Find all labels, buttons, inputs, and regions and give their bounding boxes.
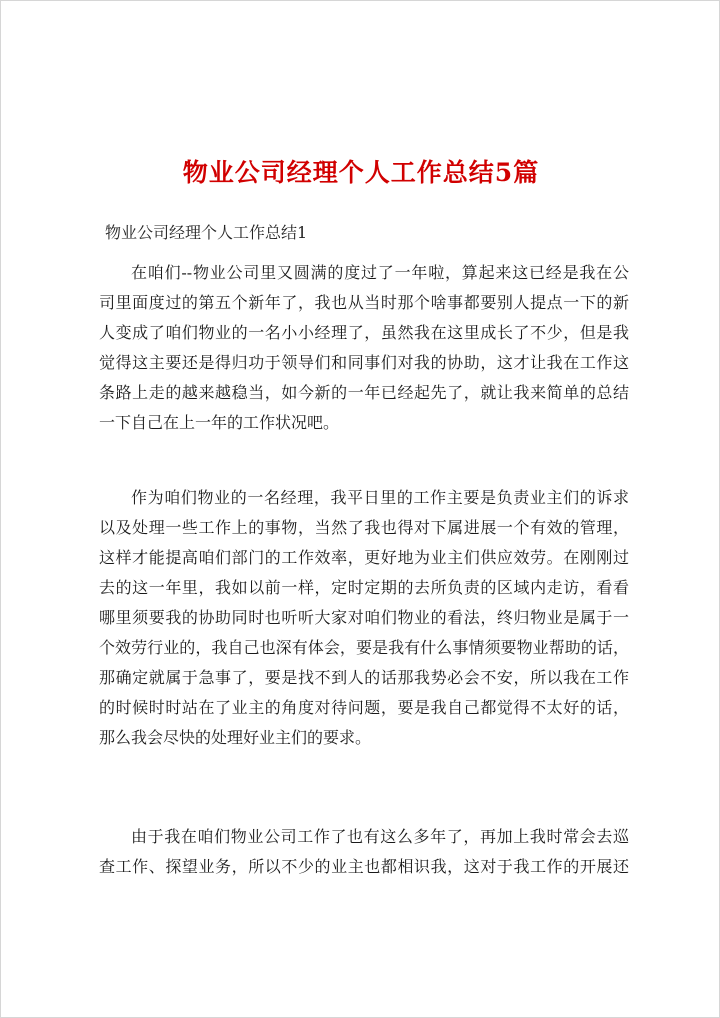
paragraph-line: 查工作、探望业务，所以不少的业主也都相识我，这对于我工作的开展还 [99, 857, 629, 876]
paragraph-line: 哪里须要我的协助同时也听听大家对咱们物业的看法，终归物业是属于一 [99, 608, 629, 627]
paragraph-1 [99, 258, 629, 438]
paragraph-line: 作为咱们物业的一名经理，我平日里的工作主要是负责业主们的诉求 [131, 488, 629, 507]
paragraph-line: 个效劳行业的，我自己也深有体会，要是我有什么事情须要物业帮助的话， [99, 638, 629, 657]
paragraph-line: 条路上走的越来越稳当，如今新的一年已经起先了，就让我来简单的总结 [99, 383, 629, 402]
paragraph-line: 人变成了咱们物业的一名小小经理了，虽然我在这里成长了不少，但是我 [99, 323, 629, 342]
paragraph-line: 去的这一年里，我如以前一样，定时定期的去所负责的区域内走访，看看 [99, 578, 629, 597]
paragraph-line: 司里面度过的第五个新年了，我也从当时那个啥事都要别人提点一下的新 [99, 293, 629, 312]
paragraph-3 [99, 822, 629, 882]
paragraph-line: 以及处理一些工作上的事物，当然了我也得对下属进展一个有效的管理， [99, 518, 629, 537]
document-title: 物业公司经理个人工作总结5篇 [182, 158, 540, 187]
paragraph-line: 由于我在咱们物业公司工作了也有这么多年了，再加上我时常会去巡 [131, 827, 629, 846]
paragraph-line: 的时候时时站在了业主的角度对待问题，要是我自己都觉得不太好的话， [99, 698, 629, 717]
paragraph-2 [99, 483, 629, 753]
paragraph-line: 觉得这主要还是得归功于领导们和同事们对我的协助，这才让我在工作这 [99, 353, 629, 372]
paragraph-line: 那确定就属于急事了，要是找不到人的话那我势必会不安，所以我在工作 [99, 668, 629, 687]
paragraph-line: 在咱们--物业公司里又圆满的度过了一年啦，算起来这已经是我在公 [131, 263, 629, 282]
paragraph-line: 那么我会尽快的处理好业主们的要求。 [99, 728, 372, 747]
paragraph-line: 一下自己在上一年的工作状况吧。 [99, 413, 340, 432]
paragraph-line: 这样才能提高咱们部门的工作效率，更好地为业主们供应效劳。在刚刚过 [99, 548, 629, 567]
section-title: 物业公司经理个人工作总结1 [105, 223, 308, 242]
